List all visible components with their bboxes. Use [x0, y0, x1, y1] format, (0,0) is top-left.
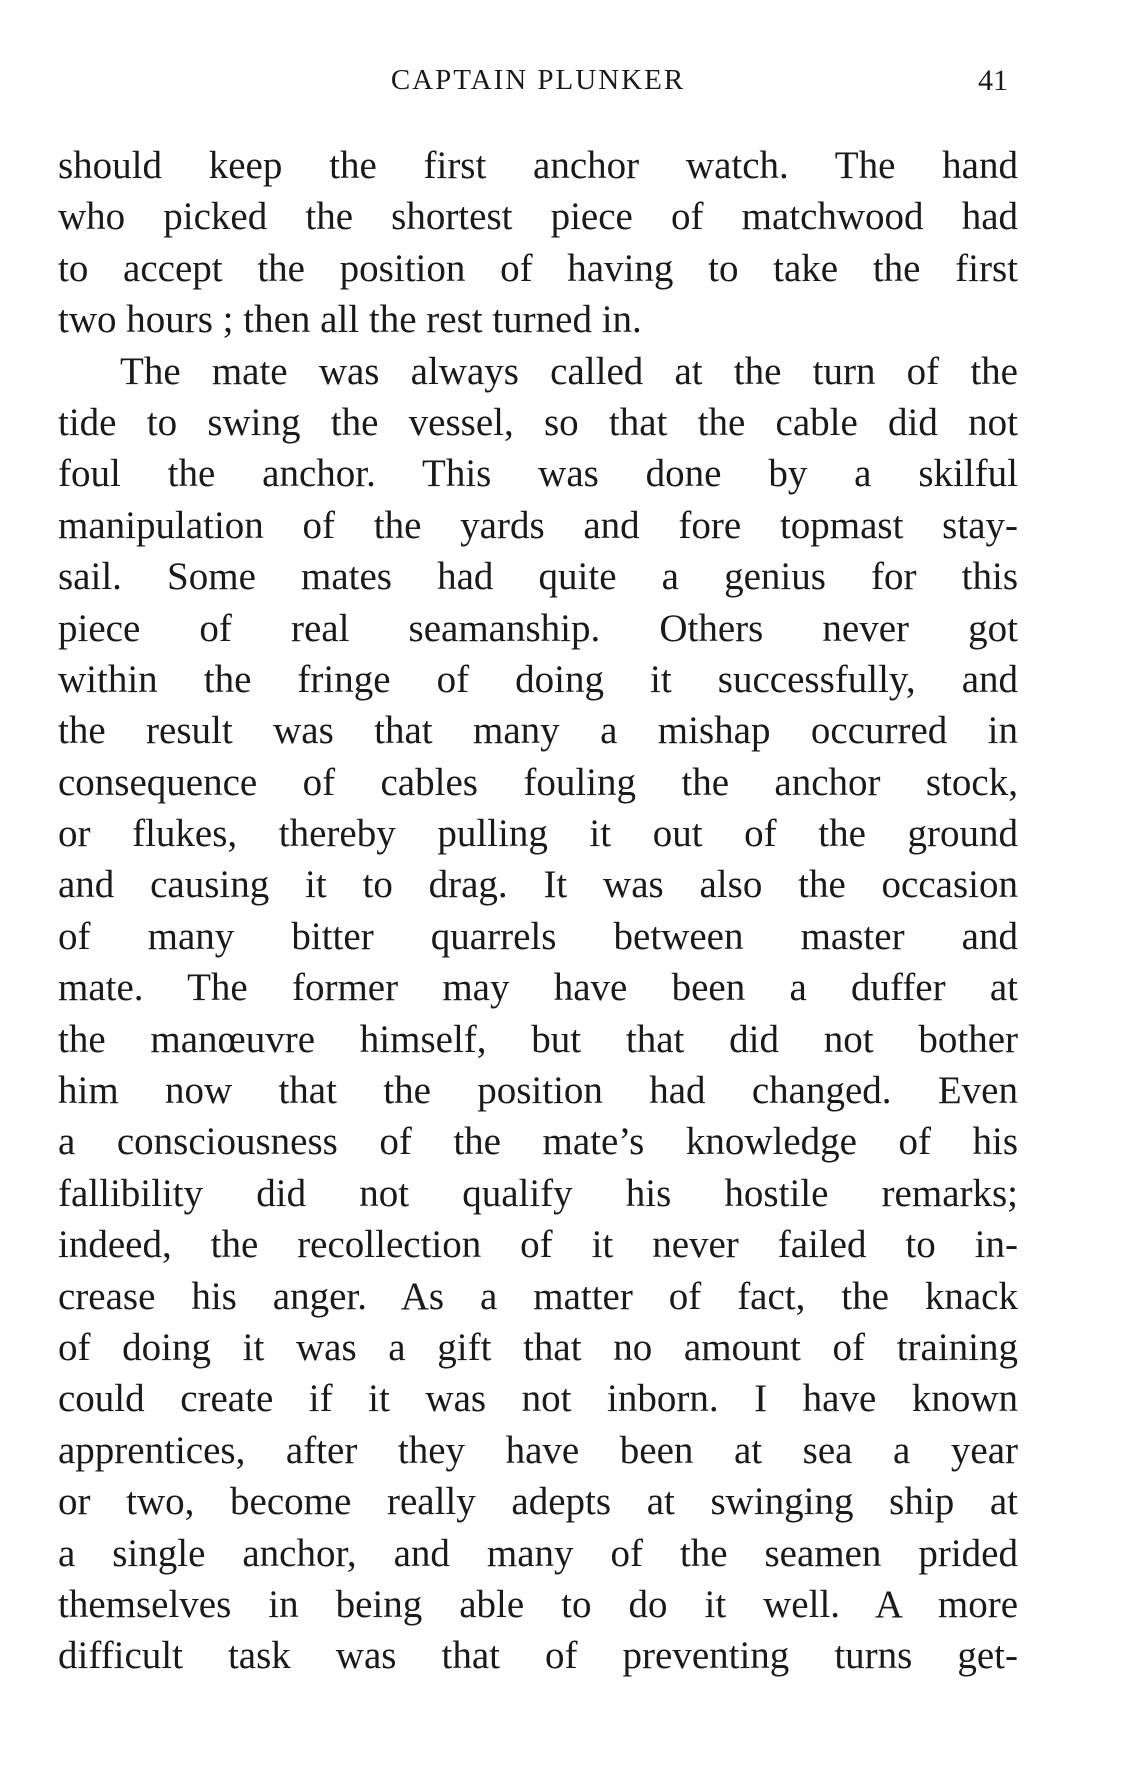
text-line: or flukes, thereby pulling it out of the ground	[58, 812, 1018, 856]
text-line: difficult task was that of preventing turns get-	[58, 1634, 1018, 1678]
paragraph	[58, 140, 1018, 346]
running-title: CAPTAIN PLUNKER	[390, 64, 686, 96]
text-line: sail. Some mates had quite a genius for this	[58, 555, 1018, 599]
text-line: fallibility did not qualify his hostile remarks;	[58, 1171, 1018, 1215]
text-line: mate. The former may have been a duffer at	[58, 966, 1018, 1010]
text-line: a single anchor, and many of the seamen prided	[58, 1531, 1018, 1575]
text-line: indeed, the recollection of it never failed to in-	[58, 1223, 1018, 1267]
text-line: crease his anger. As a matter of fact, the knack	[58, 1274, 1018, 1318]
text-line: should keep the first anchor watch. The hand	[58, 144, 1018, 187]
text-line: within the fringe of doing it successfully, and	[58, 657, 1018, 701]
text-line: him now that the position had changed. Even	[58, 1069, 1018, 1113]
page-number: 41	[978, 64, 1008, 97]
text-line: foul the anchor. This was done by a skilful	[58, 452, 1018, 496]
text-line: the manœuvre himself, but that did not bother	[58, 1017, 1018, 1061]
text-line: manipulation of the yards and fore topmast stay-	[58, 503, 1018, 547]
text-line: themselves in being able to do it well. A more	[58, 1582, 1018, 1626]
text-line: a consciousness of the mate’s knowledge of his	[58, 1120, 1018, 1164]
text-line: the result was that many a mishap occurred in	[58, 709, 1018, 753]
text-line: of many bitter quarrels between master and	[58, 914, 1018, 958]
text-line: two hours ; then all the rest turned in.	[58, 298, 642, 342]
text-line: tide to swing the vessel, so that the cable did not	[58, 400, 1018, 444]
text-line: to accept the position of having to take the first	[58, 246, 1018, 290]
text-line: apprentices, after they have been at sea a year	[58, 1428, 1018, 1472]
text-line: or two, become really adepts at swinging ship at	[58, 1480, 1018, 1524]
text-line: could create if it was not inborn. I have known	[58, 1377, 1018, 1421]
running-head	[58, 64, 1018, 104]
body-text	[58, 140, 1018, 1682]
text-line: and causing it to drag. It was also the occasion	[58, 863, 1018, 907]
text-line: consequence of cables fouling the anchor stock,	[58, 760, 1018, 804]
paragraph	[58, 346, 1018, 1682]
text-line: The mate was always called at the turn of the	[120, 349, 1018, 393]
text-line: of doing it was a gift that no amount of training	[58, 1325, 1018, 1369]
text-line: who picked the shortest piece of matchwood had	[58, 195, 1018, 239]
text-line: piece of real seamanship. Others never got	[58, 606, 1018, 650]
